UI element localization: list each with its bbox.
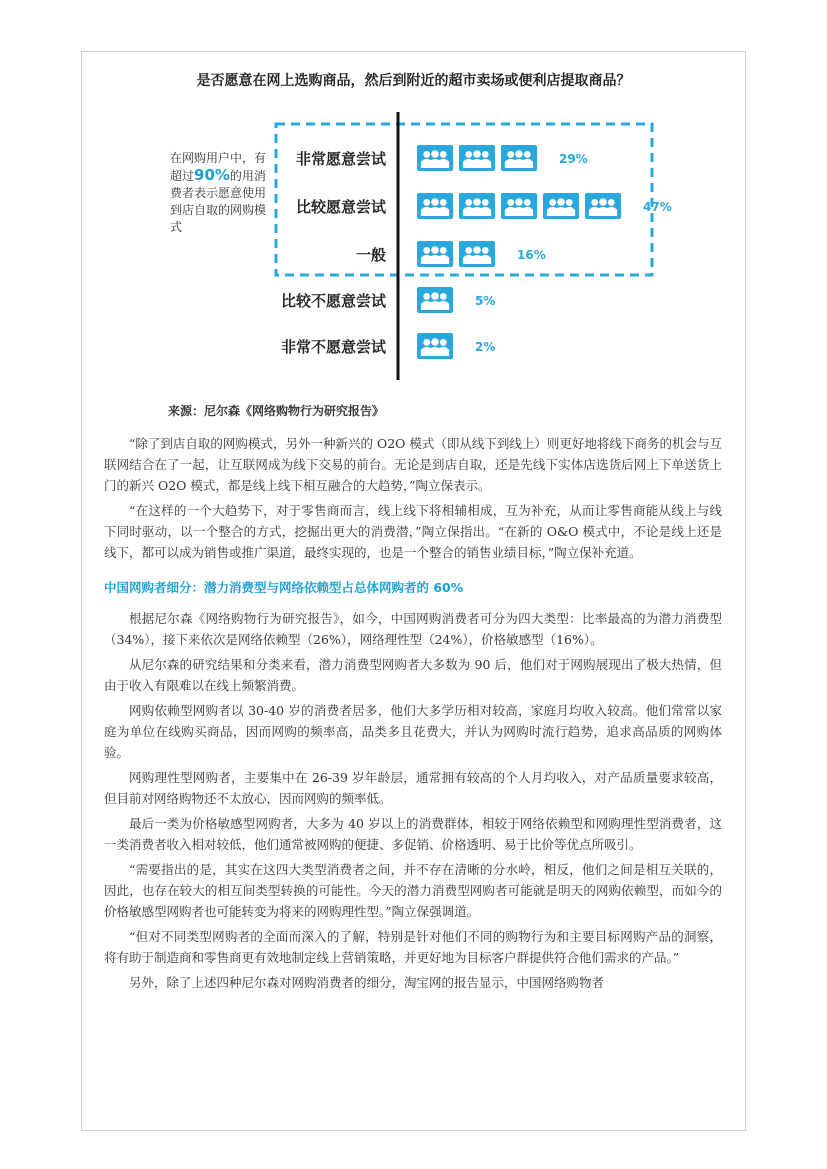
value-label: 29% [559, 152, 588, 166]
people-group-icon [501, 193, 537, 219]
category-label: 比较不愿意尝试 [280, 292, 386, 310]
category-label: 非常不愿意尝试 [280, 338, 386, 356]
paragraph: “需要指出的是，其实在这四大类型消费者之间，并不存在清晰的分水岭，相反，他们之间是相互关联的，因此，也存在较大的相互间类型转换的可能性。今天的潜力消费型网购者可能就是明天的网购依赖型，而如今的价格敏感型网购者也可能转变为将来的网购理性型。”陶立保强调道。 [104, 862, 722, 919]
people-group-icon [459, 241, 495, 267]
category-label: 非常愿意尝试 [295, 150, 386, 168]
value-label: 47% [643, 200, 672, 214]
people-group-icon [417, 193, 453, 219]
paragraph: 网购理性型网购者，主要集中在 26-39 岁年龄层，通常拥有较高的个人月均收入，对产品质量要求较高，但目前对网络购物还不太放心，因而网购的频率低。 [104, 770, 722, 806]
paragraph: 最后一类为价格敏感型网购者，大多为 40 岁以上的消费群体，相较于网络依赖型和网购理性型消费者，这一类消费者收入相对较低，他们通常被网购的便捷、多促销、价格透明、易于比价等优点所吸引。 [104, 816, 722, 852]
article-body [104, 433, 722, 997]
side-note-pre: 在网购用户中，有超过 [170, 151, 267, 183]
paragraph: “在这样的一个大趋势下，对于零售商而言，线上线下将相辅相成，互为补充，从而让零售商能从线上与线下同时驱动，以一个整合的方式，挖掘出更大的消费潜，”陶立保指出。“在新的 O&O 模式中，不论是线上还是线下，都可以成为销售或推广渠道，最终实现的，也是一个整合的销售业绩目标，”陶立保补充道。 [104, 503, 722, 560]
people-group-icon [459, 193, 495, 219]
paragraph: 根据尼尔森《网络购物行为研究报告》，如今，中国网购消费者可分为四大类型：比率最高的为潜力消费型（34%），接下来依次是网络依赖型（26%），网络理性型（24%），价格敏感型（16%）。 [104, 611, 722, 647]
paragraph: 从尼尔森的研究结果和分类来看，潜力消费型网购者大多数为 90 后，他们对于网购展现出了极大热情，但由于收入有限难以在线上频繁消费。 [104, 657, 722, 693]
people-group-icon [417, 241, 453, 267]
category-label: 比较愿意尝试 [295, 198, 386, 216]
value-label: 5% [475, 294, 496, 308]
people-group-icon [501, 145, 537, 171]
paragraph: “但对不同类型网购者的全面而深入的了解，特别是针对他们不同的购物行为和主要目标网购产品的洞察，将有助于制造商和零售商更有效地制定线上营销策略，并更好地为目标客户群提供符合他们需求的产品。” [104, 929, 722, 965]
side-note-post: 的用消费者表示愿意使用到店自取的网购模式 [170, 169, 267, 234]
people-group-icon [417, 333, 453, 359]
value-label: 16% [517, 248, 546, 262]
people-group-icon [585, 193, 621, 219]
paragraph: 网购依赖型网购者以 30-40 岁的消费者居多，他们大多学历相对较高，家庭月均收入较高。他们常常以家庭为单位在线购买商品，因而网购的频率高，品类多且花费大，并认为网购时流行趋势，追求高品质的网购体验。 [104, 703, 722, 760]
value-label: 2% [475, 340, 496, 354]
paragraph: 另外，除了上述四种尼尔森对网购消费者的细分，淘宝网的报告显示，中国网络购物者 [129, 975, 605, 990]
category-label: 一般 [355, 246, 386, 264]
pictogram-bar-chart [0, 0, 827, 400]
side-note-emphasis: 90% [194, 166, 230, 184]
section-heading: 中国网购者细分：潜力消费型与网络依赖型占总体网购者的 60% [104, 580, 464, 595]
source-caption: 来源：尼尔森《网络购物行为研究报告》 [168, 404, 385, 418]
people-group-icon [543, 193, 579, 219]
people-group-icon [417, 145, 453, 171]
people-group-icon [459, 145, 495, 171]
paragraph: “除了到店自取的网购模式，另外一种新兴的 O2O 模式（即从线下到线上）则更好地将线下商务的机会与互联网结合在了一起，让互联网成为线下交易的前台。无论是到店自取，还是先线下实体店选货后网上下单送货上门的新兴 O2O 模式，都是线上线下相互融合的大趋势，”陶立保表示。 [104, 436, 722, 493]
chart-title: 是否愿意在网上选购商品，然后到附近的超市卖场或便利店提取商品？ [196, 73, 631, 89]
people-group-icon [417, 287, 453, 313]
